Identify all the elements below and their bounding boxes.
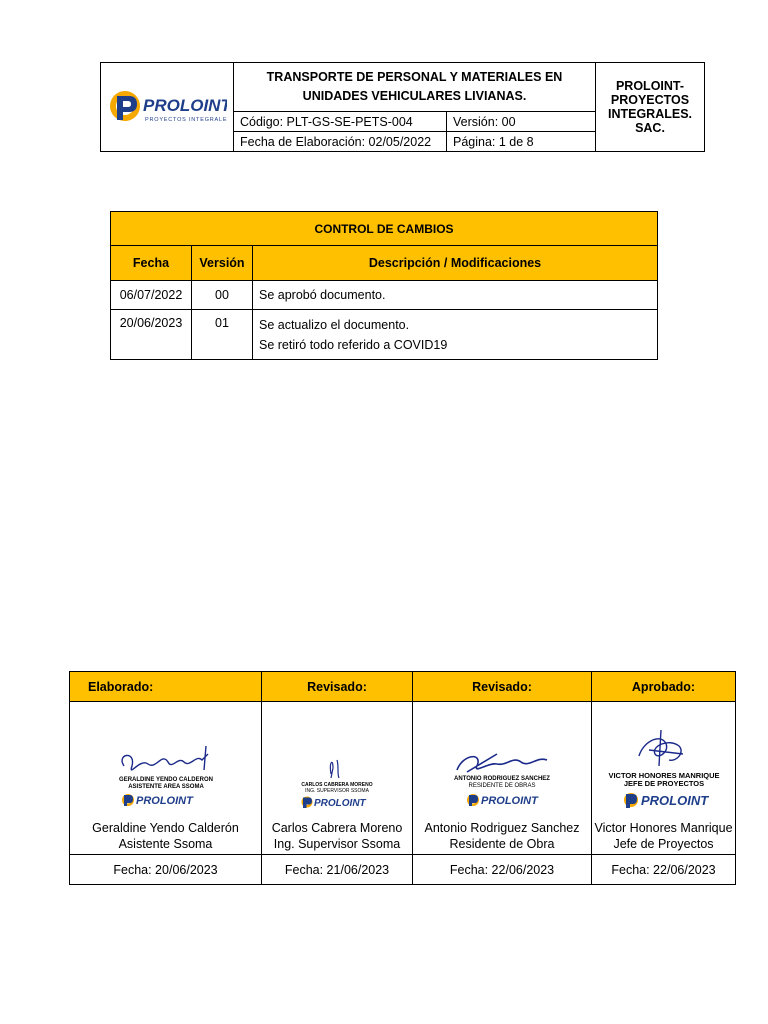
signer-role: Ing. Supervisor Ssoma [273, 837, 401, 851]
svg-text:RESIDENTE DE OBRAS: RESIDENTE DE OBRAS [468, 783, 536, 789]
column-header-description: Descripción / Modificaciones [253, 246, 658, 281]
svg-text:PROLOINT: PROLOINT [481, 795, 538, 807]
signer-name: Victor Honores Manrique [594, 821, 733, 835]
title-line-1: TRANSPORTE DE PERSONAL Y MATERIALES EN [266, 70, 563, 84]
signature-date: Fecha: 22/06/2023 [592, 855, 736, 885]
column-header-version: Versión [192, 246, 253, 281]
description-line-1: Se actualizo el documento. [259, 317, 410, 332]
header-elaborado: Elaborado: [70, 672, 262, 702]
title-line-2: UNIDADES VEHICULARES LIVIANAS. [302, 89, 527, 103]
row-version: 01 [192, 310, 253, 360]
row-description [253, 310, 658, 360]
row-version: 00 [192, 281, 253, 310]
document-date: Fecha de Elaboración: 02/05/2022 [234, 132, 447, 152]
row-description: Se aprobó documento. [253, 281, 658, 310]
proloint-logo-icon [107, 84, 227, 128]
signer-name: Antonio Rodriguez Sanchez [424, 821, 580, 835]
svg-text:PROLOINT: PROLOINT [135, 795, 193, 807]
header-revisado-1: Revisado: [262, 672, 413, 702]
row-date: 20/06/2023 [111, 310, 192, 360]
change-control-title: CONTROL DE CAMBIOS [111, 212, 658, 246]
document-header [100, 62, 705, 152]
document-code: Código: PLT-GS-SE-PETS-004 [234, 112, 447, 132]
svg-text:JEFE DE PROYECTOS: JEFE DE PROYECTOS [623, 779, 704, 788]
svg-text:VICTOR HONORES MANRIQUE: VICTOR HONORES MANRIQUE [607, 771, 720, 780]
svg-text:ANTONIO RODRIGUEZ SANCHEZ: ANTONIO RODRIGUEZ SANCHEZ [454, 776, 550, 782]
table-row [111, 281, 658, 310]
svg-text:PROLOINT: PROLOINT [640, 793, 708, 808]
header-revisado-2: Revisado: [413, 672, 592, 702]
change-control-table [110, 211, 658, 360]
table-row [111, 310, 658, 360]
signer-role: Residente de Obra [449, 837, 555, 851]
document-title [234, 63, 596, 112]
signer-name: Carlos Cabrera Moreno [271, 821, 403, 835]
description-line-2: Se retiró todo referido a COVID19 [259, 337, 448, 352]
signature-stamp [437, 742, 567, 812]
row-date: 06/07/2022 [111, 281, 192, 310]
signature-date: Fecha: 20/06/2023 [70, 855, 262, 885]
signature-block-revisado-2 [413, 702, 592, 855]
company-line-3: INTEGRALES. SAC. [607, 107, 693, 135]
svg-text:ING. SUPERVISOR SSOMA: ING. SUPERVISOR SSOMA [305, 788, 369, 794]
svg-text:PROLOINT: PROLOINT [314, 798, 366, 809]
signature-table [69, 671, 736, 885]
company-line-1: PROLOINT- [615, 79, 685, 93]
logo-text: PROLOINT [143, 95, 227, 115]
signature-stamp [287, 752, 387, 812]
svg-text:CARLOS CABRERA MORENO: CARLOS CABRERA MORENO [301, 782, 373, 788]
signature-block-elaborado [70, 702, 262, 855]
signature-date: Fecha: 22/06/2023 [413, 855, 592, 885]
signature-date: Fecha: 21/06/2023 [262, 855, 413, 885]
signature-stamp [106, 736, 226, 812]
signature-block-aprobado [592, 702, 736, 855]
signature-block-revisado-1 [262, 702, 413, 855]
signer-role: Jefe de Proyectos [613, 837, 714, 851]
company-line-2: PROYECTOS [610, 93, 690, 107]
logo-subtext: PROYECTOS INTEGRALES [145, 116, 227, 123]
signer-name: Geraldine Yendo Calderón [92, 821, 239, 835]
company-name-cell [596, 63, 705, 152]
column-header-date: Fecha [111, 246, 192, 281]
document-page: Página: 1 de 8 [447, 132, 596, 152]
signature-stamp [599, 720, 729, 812]
svg-text:ASISTENTE AREA SSOMA: ASISTENTE AREA SSOMA [127, 784, 204, 790]
header-aprobado: Aprobado: [592, 672, 736, 702]
signer-role: Asistente Ssoma [118, 837, 213, 851]
document-version: Versión: 00 [447, 112, 596, 132]
svg-text:GERALDINE YENDO CALDERON: GERALDINE YENDO CALDERON [118, 777, 213, 783]
company-logo-cell [101, 63, 234, 152]
